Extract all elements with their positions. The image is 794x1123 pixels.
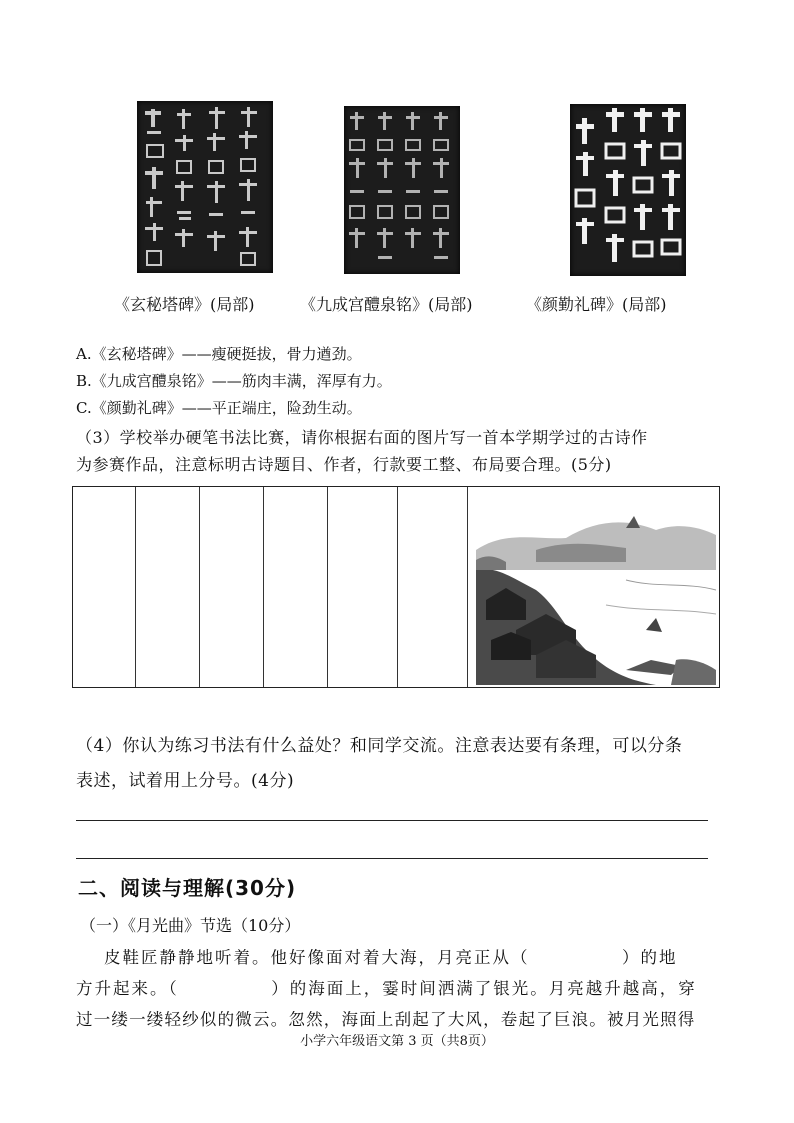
rubbing-image-yanqinli <box>570 104 686 276</box>
writing-cell-2[interactable] <box>136 488 198 686</box>
answer-line-2[interactable] <box>76 858 708 859</box>
option-a: A.《玄秘塔碑》——瘦硬挺拔，骨力遒劲。 <box>76 345 362 363</box>
writing-cell-5[interactable] <box>328 488 396 686</box>
answer-line-1[interactable] <box>76 820 708 821</box>
calligraphy-rubbing-3 <box>570 104 686 276</box>
writing-cell-6[interactable] <box>398 488 466 686</box>
subsection-1-title: （一）《月光曲》节选（10分） <box>80 916 301 935</box>
question-3-line2: 为参赛作品，注意标明古诗题目、作者，行款要工整、布局要合理。(5分) <box>76 455 612 474</box>
question-4-line1: （4）你认为练习书法有什么益处？和同学交流。注意表达要有条理，可以分条 <box>76 736 683 756</box>
passage-line-1: 皮鞋匠静静地听着。他好像面对着大海，月亮正从（ ）的地 <box>104 948 678 967</box>
rubbing-image-jiuchenggong <box>344 106 460 274</box>
question-3-line1: （3）学校举办硬笔书法比赛，请你根据右面的图片写一首本学期学过的古诗作 <box>76 428 648 447</box>
option-c: C.《颜勤礼碑》——平正端庄，险劲生动。 <box>76 399 362 417</box>
page-footer: 小学六年级语文第 3 页（共8页） <box>300 1034 494 1049</box>
caption-jiuchenggong: 《九成宫醴泉铭》(局部) <box>300 295 473 314</box>
calligraphy-rubbing-1 <box>137 101 273 273</box>
option-b: B.《九成宫醴泉铭》——筋肉丰满，浑厚有力。 <box>76 372 392 390</box>
passage-line-2: 方升起来。（ ）的海面上，霎时间洒满了银光。月亮越升越高，穿 <box>76 979 697 998</box>
caption-yanqinli: 《颜勤礼碑》(局部) <box>526 295 667 314</box>
grid-divider <box>467 487 468 687</box>
passage-line-3: 过一缕一缕轻纱似的微云。忽然，海面上刮起了大风，卷起了巨浪。被月光照得 <box>76 1010 696 1029</box>
writing-cell-1[interactable] <box>74 488 134 686</box>
writing-cell-3[interactable] <box>200 488 262 686</box>
writing-cell-4[interactable] <box>264 488 326 686</box>
lake-scene-drawing <box>476 510 716 685</box>
section-2-title: 二、阅读与理解(30分) <box>78 876 297 900</box>
landscape-illustration <box>476 510 716 685</box>
question-4-line2: 表述，试着用上分号。(4分) <box>76 771 295 791</box>
rubbing-image-xuanmita <box>137 101 273 273</box>
calligraphy-rubbing-2 <box>344 106 460 274</box>
caption-xuanmita: 《玄秘塔碑》(局部) <box>114 295 255 314</box>
